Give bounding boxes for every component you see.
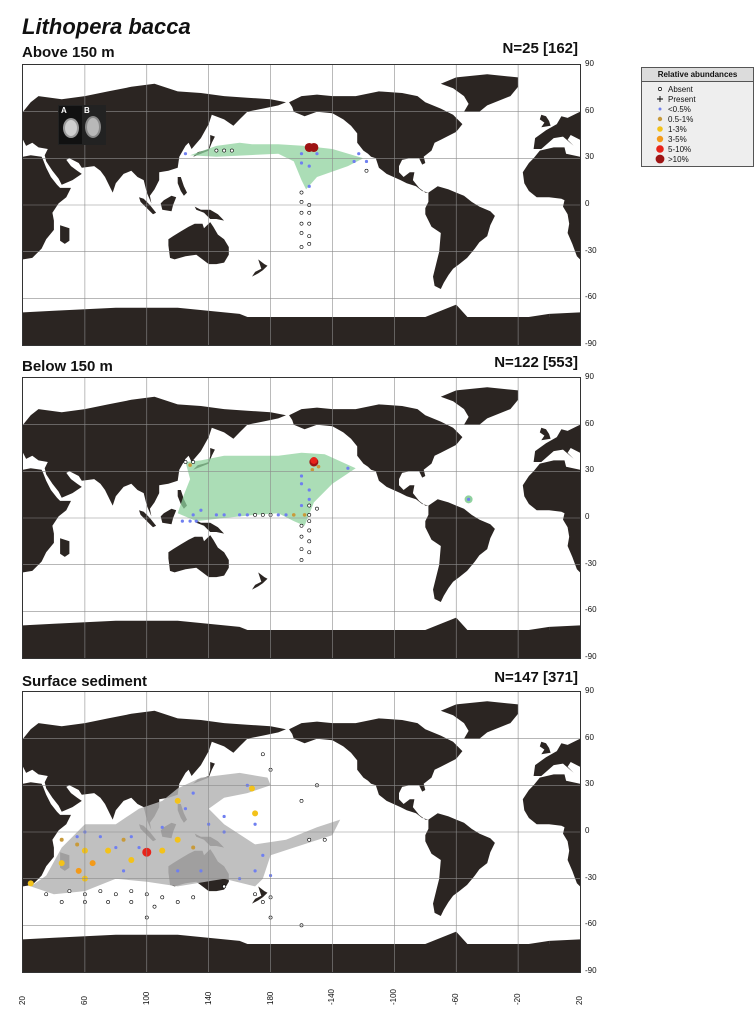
sample-point <box>28 880 34 886</box>
panel-count-below: N=122 [553] <box>494 354 578 371</box>
lat-tick-label: 90 <box>585 59 594 68</box>
lon-tick-label: 100 <box>141 991 151 1005</box>
lon-tick-label: 60 <box>79 996 89 1005</box>
land-antarctic-band <box>23 630 580 658</box>
open-circle-icon <box>652 84 668 94</box>
lon-tick-label: -100 <box>389 988 399 1005</box>
absent-point <box>308 551 311 554</box>
lon-tick-label: 20 <box>575 996 584 1005</box>
absent-point <box>68 890 71 893</box>
absent-point <box>300 211 303 214</box>
lat-tick-label: 30 <box>585 152 594 162</box>
absent-point <box>323 838 326 841</box>
absent-point <box>161 896 164 899</box>
sample-point <box>300 482 303 485</box>
sample-point <box>159 848 165 854</box>
legend-title: Relative abundances <box>642 68 753 82</box>
legend-label: 5-10% <box>668 144 692 154</box>
sample-point <box>308 488 311 491</box>
sample-point <box>188 463 192 467</box>
land-antarctic-band <box>23 317 580 345</box>
sample-point <box>357 152 360 155</box>
sample-point <box>249 785 255 791</box>
sample-point <box>223 513 226 516</box>
absent-point <box>300 222 303 225</box>
absent-point <box>215 149 218 152</box>
panel-count-above: N=25 [162] <box>502 40 578 57</box>
absent-point <box>176 900 179 903</box>
sample-point <box>238 513 241 516</box>
sample-point <box>192 792 195 795</box>
sample-point <box>252 810 258 816</box>
absent-point <box>308 513 311 516</box>
sample-point <box>353 160 356 163</box>
absent-point <box>253 513 256 516</box>
legend-item <box>642 144 753 154</box>
lat-tick-label: 30 <box>585 465 594 475</box>
legend-label: <0.5% <box>668 104 691 114</box>
sample-point <box>277 513 280 516</box>
absent-point <box>300 535 303 538</box>
absent-point <box>300 231 303 234</box>
absent-point <box>192 460 195 463</box>
legend-label: 3-5% <box>668 134 687 144</box>
sample-point <box>192 513 195 516</box>
sample-point <box>175 837 181 843</box>
absent-point <box>45 893 48 896</box>
map-above <box>23 65 580 345</box>
absent-point <box>223 149 226 152</box>
sample-point <box>199 509 202 512</box>
sample-point <box>60 838 64 842</box>
lat-tick-label: -30 <box>585 245 597 255</box>
legend-item <box>642 134 753 144</box>
absent-point <box>230 149 233 152</box>
lat-tick-label: 90 <box>585 372 594 381</box>
sample-point <box>122 838 126 842</box>
sample-point <box>76 835 79 838</box>
land-madagascar <box>60 225 69 244</box>
sample-point <box>253 869 256 872</box>
lat-tick-label: -60 <box>585 919 597 929</box>
sample-point <box>137 846 140 849</box>
inset-label-b: B <box>84 106 90 115</box>
sample-point <box>128 857 134 863</box>
absent-point <box>308 211 311 214</box>
lat-tick-label: 0 <box>585 826 590 835</box>
legend-label: >10% <box>668 154 689 164</box>
absent-point <box>308 520 311 523</box>
absent-point <box>308 540 311 543</box>
sample-point <box>303 513 307 517</box>
legend-item <box>642 104 753 114</box>
map-below <box>23 378 580 658</box>
legend-label: Absent <box>668 84 693 94</box>
lat-tick-label: 60 <box>585 732 594 742</box>
sample-point <box>175 798 181 804</box>
absent-point <box>308 235 311 238</box>
legend-label: 0.5-1% <box>668 114 694 124</box>
figure-title: Lithopera bacca <box>22 14 191 39</box>
absent-point <box>114 893 117 896</box>
lon-tick-label: -60 <box>451 993 461 1005</box>
sample-point <box>59 860 65 866</box>
lon-tick-label: -140 <box>327 988 337 1005</box>
sample-point <box>76 868 82 874</box>
map-sediment <box>23 692 580 972</box>
absent-point <box>153 905 156 908</box>
absent-point <box>253 893 256 896</box>
sample-point <box>308 498 311 501</box>
absent-point <box>300 191 303 194</box>
legend-label: Present <box>668 94 696 104</box>
absent-point <box>308 242 311 245</box>
absent-point <box>300 245 303 248</box>
land-madagascar <box>60 538 69 557</box>
sample-point <box>300 152 303 155</box>
absent-point <box>308 222 311 225</box>
lat-tick-label: 0 <box>585 512 590 521</box>
sample-point <box>199 869 202 872</box>
sample-point <box>310 457 317 464</box>
absent-point <box>60 900 63 903</box>
sample-point <box>99 835 102 838</box>
sample-point <box>122 869 125 872</box>
panel-title-above: Above 150 m <box>22 44 115 61</box>
lon-tick-label: 180 <box>265 991 275 1005</box>
absent-point <box>261 753 264 756</box>
absent-point <box>261 900 264 903</box>
legend-item <box>642 114 753 124</box>
sample-point <box>308 185 311 188</box>
sample-point <box>284 513 287 516</box>
absent-point <box>184 460 187 463</box>
sample-point <box>161 826 164 829</box>
legend-item <box>642 84 753 94</box>
sample-point <box>191 846 195 850</box>
sample-point <box>300 504 303 507</box>
legend-item <box>642 94 753 104</box>
lat-tick-label: 0 <box>585 199 590 208</box>
legend-item <box>642 154 753 164</box>
absent-point <box>130 890 133 893</box>
absent-point <box>99 890 102 893</box>
absent-point <box>308 504 311 507</box>
lon-tick-label: -20 <box>513 993 523 1005</box>
absent-point <box>300 200 303 203</box>
legend-item <box>642 124 753 134</box>
inset-label-a: A <box>61 106 67 115</box>
map-panel-sediment <box>22 691 581 973</box>
absent-point <box>308 838 311 841</box>
lat-tick-label: -60 <box>585 292 597 302</box>
sample-point <box>130 835 133 838</box>
lat-tick-label: -30 <box>585 558 597 568</box>
dot-icon <box>652 124 668 134</box>
lat-tick-label: 60 <box>585 418 594 428</box>
sample-point <box>189 520 192 523</box>
dot-icon <box>652 134 668 144</box>
sample-point <box>223 815 226 818</box>
absent-point <box>192 896 195 899</box>
sample-point <box>317 465 321 469</box>
lat-tick-label: -30 <box>585 872 597 882</box>
dot-icon <box>652 104 668 114</box>
sample-point <box>195 520 198 523</box>
sample-point <box>181 520 184 523</box>
sample-point <box>215 513 218 516</box>
sample-point <box>300 474 303 477</box>
panel-title-below: Below 150 m <box>22 358 113 375</box>
dot-icon <box>652 144 668 154</box>
sample-point <box>261 854 264 857</box>
absent-point <box>308 529 311 532</box>
absent-point <box>223 885 226 888</box>
sample-point <box>315 152 318 155</box>
sample-point <box>292 513 296 517</box>
lat-tick-label: 90 <box>585 686 594 695</box>
sample-point <box>253 823 256 826</box>
absent-point <box>300 548 303 551</box>
sample-point <box>184 152 187 155</box>
lat-tick-label: -60 <box>585 605 597 615</box>
panel-title-sediment: Surface sediment <box>22 673 148 690</box>
lat-tick-label: -90 <box>585 966 597 975</box>
sample-point <box>300 161 303 164</box>
land-antarctic-band <box>23 944 580 972</box>
dot-icon <box>652 114 668 124</box>
absent-point <box>300 558 303 561</box>
lon-tick-label: 20 <box>18 996 27 1005</box>
absent-point <box>130 900 133 903</box>
lat-tick-label: 30 <box>585 779 594 789</box>
absent-point <box>315 507 318 510</box>
sample-point <box>90 860 96 866</box>
legend-label: 1-3% <box>668 124 687 134</box>
sample-point <box>308 165 311 168</box>
absent-point <box>300 524 303 527</box>
sample-point <box>309 143 318 152</box>
sample-point <box>365 160 368 163</box>
sample-point <box>184 807 187 810</box>
lat-tick-label: 60 <box>585 105 594 115</box>
map-panel-below <box>22 377 581 659</box>
sample-point <box>346 467 349 470</box>
lat-tick-label: -90 <box>585 339 597 348</box>
legend <box>641 67 754 167</box>
dot-icon <box>652 154 668 164</box>
sample-point <box>467 498 470 501</box>
panel-count-sediment: N=147 [371] <box>494 669 578 686</box>
specimen-inset <box>58 105 106 145</box>
absent-point <box>300 799 303 802</box>
absent-point <box>261 513 264 516</box>
sample-point <box>176 869 179 872</box>
absent-point <box>106 900 109 903</box>
absent-point <box>365 169 368 172</box>
sample-point <box>246 513 249 516</box>
sample-point <box>114 846 117 849</box>
lon-tick-label: 140 <box>203 991 213 1005</box>
plus-icon <box>652 94 668 104</box>
sample-point <box>105 848 111 854</box>
sample-point <box>75 842 79 846</box>
lat-tick-label: -90 <box>585 652 597 661</box>
